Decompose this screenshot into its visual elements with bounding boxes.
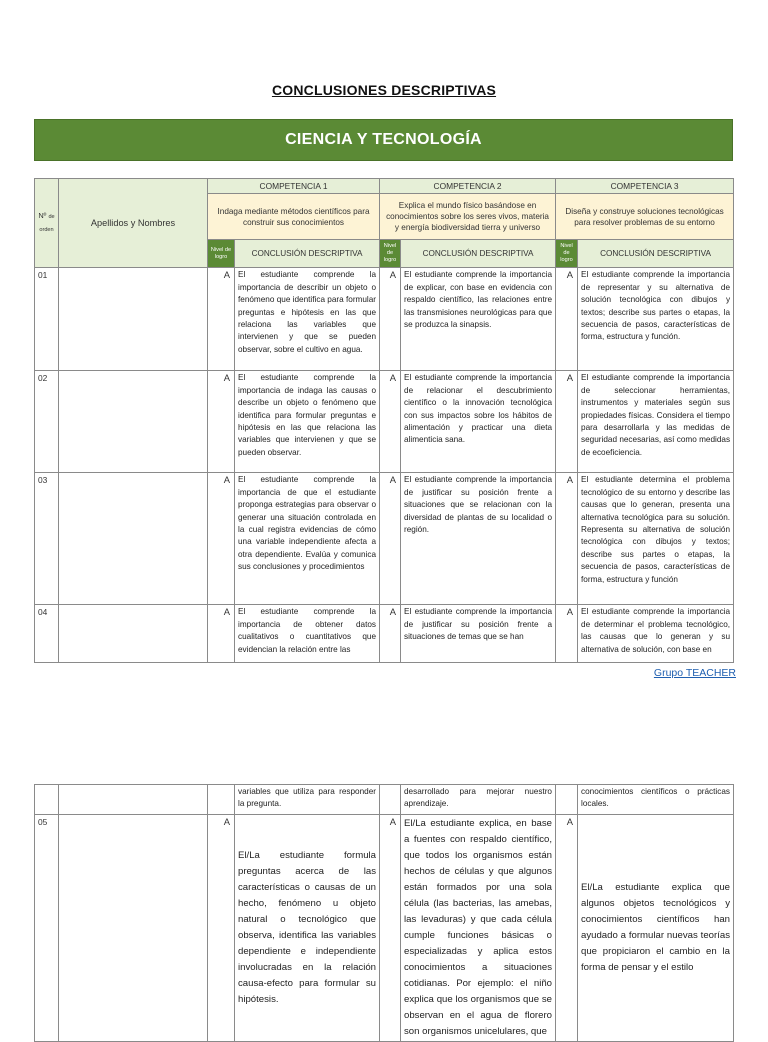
level-c1 bbox=[208, 785, 235, 815]
conclusion-header-2: CONCLUSIÓN DESCRIPTIVA bbox=[401, 240, 556, 268]
level-c2: A bbox=[380, 605, 401, 663]
conclusion-c3: El estudiante comprende la importancia de representar y su alternativa de solución tecnológica con dibujos y textos; describe sus partes o etapas, la secuencia de pasos, características de forma, estructura y función. bbox=[578, 268, 734, 371]
level-c1: A bbox=[208, 473, 235, 605]
competencia-1-header: COMPETENCIA 1 bbox=[208, 179, 380, 194]
table-row bbox=[35, 371, 734, 473]
conclusion-c2: El estudiante comprende la importancia de justificar su posición frente a situaciones de temas que se han bbox=[401, 605, 556, 663]
nivel-header-3: Nivel de logro bbox=[556, 240, 578, 268]
student-name-cell[interactable] bbox=[59, 473, 208, 605]
orden-label: Nº bbox=[38, 210, 47, 220]
conclusion-c2: El/La estudiante explica, en base a fuentes con respaldo científico, que todos los organismos están hechos de células y que algunos están formados por una sola célula (las bacterias, las amebas, las levaduras) y que cada célula cumple funciones básicas o especializadas y aplica estos conocimientos a situaciones cotidianas. Por ejemplo: el niño explica que los organismos que se observan en el agua de florero son organismos unicelulares, que bbox=[401, 815, 556, 1042]
conclusion-c2: desarrollado para mejorar nuestro aprendizaje. bbox=[401, 785, 556, 815]
level-c1: A bbox=[208, 268, 235, 371]
conclusion-c1: El estudiante comprende la importancia de obtener datos cualitativos o cuantitativos que evidencian la relación entre las bbox=[235, 605, 380, 663]
conclusion-c3: El estudiante comprende la importancia de determinar el problema tecnológico, las causas que lo generan y su alternativa de solución, con base en bbox=[578, 605, 734, 663]
conclusion-c2: El estudiante comprende la importancia de explicar, con base en evidencia con respaldo científico, las relaciones entre las transmisiones neurológicas para que se produzca la sinapsis. bbox=[401, 268, 556, 371]
level-c2 bbox=[380, 785, 401, 815]
document-title: CONCLUSIONES DESCRIPTIVAS bbox=[271, 82, 497, 98]
conclusion-c3: El estudiante comprende la importancia de seleccionar herramientas, instrumentos y materiales según sus propiedades físicas. Considera el tiempo para desarrollarla y las medidas de seguridad necesarias, así como medidas de ecoeficiencia. bbox=[578, 371, 734, 473]
row-number bbox=[35, 785, 59, 815]
level-c1: A bbox=[208, 815, 235, 1042]
level-c3 bbox=[556, 785, 578, 815]
orden-small-2: orden bbox=[39, 227, 54, 234]
level-c3: A bbox=[556, 815, 578, 1042]
competencia-3-header: COMPETENCIA 3 bbox=[556, 179, 734, 194]
conclusions-table bbox=[34, 178, 734, 663]
conclusion-c3: conocimientos científicos o prácticas locales. bbox=[578, 785, 734, 815]
nivel-header-2: Nivel de logro bbox=[380, 240, 401, 268]
table-row bbox=[35, 268, 734, 371]
conclusion-c1: El estudiante comprende la importancia de que el estudiante proponga estrategias para observar o generar una situación controlada en la cual registra evidencias de cómo una variable independiente afecta a otra dependiente. Evalúa y comunica sus conclusiones y procedimientos bbox=[235, 473, 380, 605]
competencia-2-header: COMPETENCIA 2 bbox=[380, 179, 556, 194]
level-c3: A bbox=[556, 268, 578, 371]
level-c2: A bbox=[380, 371, 401, 473]
row-number: 01 bbox=[35, 268, 59, 371]
student-name-cell[interactable] bbox=[59, 785, 208, 815]
level-c2: A bbox=[380, 268, 401, 371]
conclusion-c3: El estudiante determina el problema tecnológico de su entorno y describe las causas que lo generan, presenta una alternativa tecnológica para su solución. Representa su alternativa de solución tecnológica con dibujos y textos; describe sus partes o etapas, la secuencia de pasos, características de forma, estructura y función bbox=[578, 473, 734, 605]
row-number: 04 bbox=[35, 605, 59, 663]
table-row bbox=[35, 785, 734, 815]
level-c3: A bbox=[556, 473, 578, 605]
orden-small-1: de bbox=[48, 213, 55, 220]
row-number: 02 bbox=[35, 371, 59, 473]
competencia-2-description: Explica el mundo físico basándose en conocimientos sobre los seres vivos, materia y energía biodiversidad tierra y universo bbox=[380, 194, 556, 240]
conclusion-c2: El estudiante comprende la importancia de relacionar el descubrimiento científico o la innovación tecnológica con sus impactos sobre los hábitos de alimentación y practicar una dieta alimenticia sana. bbox=[401, 371, 556, 473]
conclusions-table-continued bbox=[34, 784, 734, 1042]
subject-banner bbox=[34, 119, 733, 161]
level-c2: A bbox=[380, 815, 401, 1042]
table-row bbox=[35, 473, 734, 605]
level-c2: A bbox=[380, 473, 401, 605]
watermark-link[interactable]: Grupo TEACHER bbox=[653, 667, 736, 679]
student-name-cell[interactable] bbox=[59, 605, 208, 663]
conclusion-c1: variables que utiliza para responder la pregunta. bbox=[235, 785, 380, 815]
level-c1: A bbox=[208, 605, 235, 663]
conclusion-header-3: CONCLUSIÓN DESCRIPTIVA bbox=[578, 240, 734, 268]
subject-title: CIENCIA Y TECNOLOGÍA bbox=[285, 131, 482, 148]
table-row bbox=[35, 605, 734, 663]
level-c3: A bbox=[556, 371, 578, 473]
conclusion-c3: El/La estudiante explica que algunos objetos tecnológicos y conocimientos científicos han ayudado a formular nuevas teorías que propiciaron el cambio en la forma de pensar y el estilo bbox=[578, 815, 734, 1042]
level-c3: A bbox=[556, 605, 578, 663]
name-header: Apellidos y Nombres bbox=[59, 179, 208, 268]
conclusion-c1: El estudiante comprende la importancia de describir un objeto o fenómeno que identifica para formular preguntas e hipótesis en las que relaciona las variables que intervienen y que se pueden observar, sobre el cultivo en agua. bbox=[235, 268, 380, 371]
table-row bbox=[35, 815, 734, 1042]
level-c1: A bbox=[208, 371, 235, 473]
conclusion-c1: El estudiante comprende la importancia de indaga las causas o describe un objeto o fenómeno que identifica para formular preguntas e hipótesis en las que relaciona las variables que intervienen y que se pueden observar. bbox=[235, 371, 380, 473]
student-name-cell[interactable] bbox=[59, 268, 208, 371]
student-name-cell[interactable] bbox=[59, 815, 208, 1042]
competencia-3-description: Diseña y construye soluciones tecnológicas para resolver problemas de su entorno bbox=[556, 194, 734, 240]
student-name-cell[interactable] bbox=[59, 371, 208, 473]
conclusion-header-1: CONCLUSIÓN DESCRIPTIVA bbox=[235, 240, 380, 268]
row-number: 03 bbox=[35, 473, 59, 605]
row-number: 05 bbox=[35, 815, 59, 1042]
conclusion-c2: El estudiante comprende la importancia de justificar su posición frente a situaciones que se relacionan con la diversidad de plantas de su localidad o región. bbox=[401, 473, 556, 605]
orden-header bbox=[35, 179, 59, 268]
competencia-1-description: Indaga mediante métodos científicos para construir sus conocimientos bbox=[208, 194, 380, 240]
conclusion-c1: El/La estudiante formula preguntas acerca de las características o causas de un hecho, fenómeno u objeto natural o tecnológico que observa, identifica las variables dependiente e independiente involucradas en la relación causa-efecto para formular su hipótesis. bbox=[235, 815, 380, 1042]
nivel-header-1: Nivel de logro bbox=[208, 240, 235, 268]
